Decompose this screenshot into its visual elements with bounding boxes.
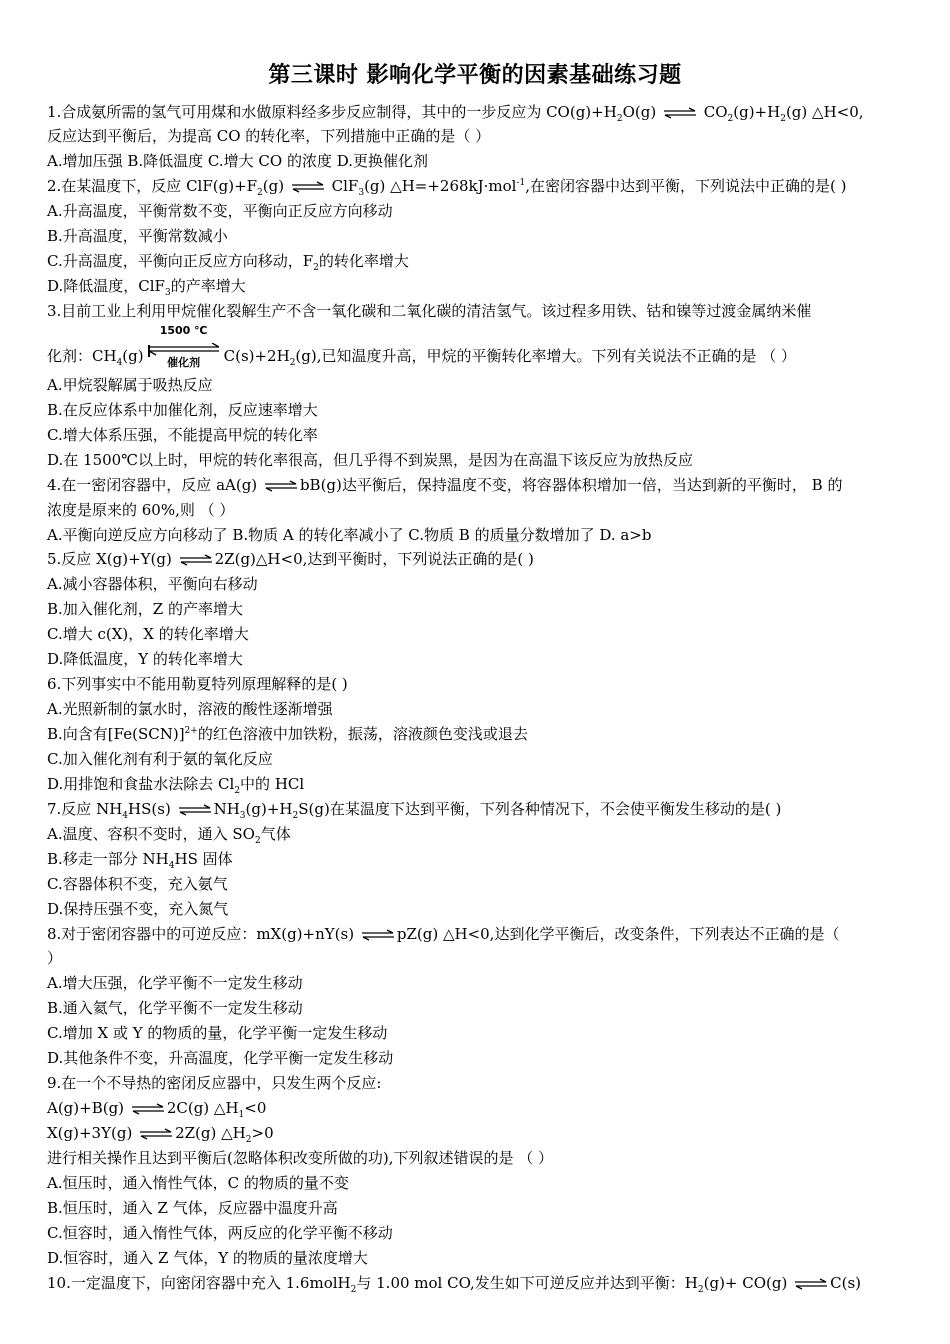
q6-option-c: C.加入催化剂有利于氨的氧化反应: [47, 750, 273, 768]
q1-line1: 1.合成氨所需的氢气可用煤和水做原料经多步反应制得，其中的一步反应为 $CO(g)+H_2O(g)$ $CO_2(g)+H_2(g)$ △H<0,: [47, 103, 864, 124]
equilibrium-arrow-icon: [361, 929, 395, 941]
q4-options: A.平衡向逆反应方向移动了 B.物质 A 的转化率减小了 C.物质 B 的质量分数增加了 D. a>b: [47, 526, 652, 544]
q5-option-d: D.降低温度，Y 的转化率增大: [47, 650, 243, 668]
q6-option-b: B.向含有$[Fe(SCN)]^{2+}$的红色溶液中加铁粉，振荡，溶液颜色变浅或退去: [47, 725, 528, 743]
q3-option-a: A.甲烷裂解属于吸热反应: [47, 376, 213, 394]
q6-option-d: D.用排饱和食盐水法除去 $Cl_2$中的 HCl: [47, 775, 305, 796]
catalyst-condition-arrow: 1500 ℃ 催化剂: [147, 347, 221, 367]
q8-line2: ）: [47, 949, 63, 967]
q9-option-b: B.恒压时，通入 Z 气体，反应器中温度升高: [47, 1199, 338, 1217]
q8-option-c: C.增加 X 或 Y 的物质的量，化学平衡一定发生移动: [47, 1024, 388, 1042]
equilibrium-arrow-icon: [663, 107, 697, 119]
q3-option-d: D.在 1500℃以上时，甲烷的转化率很高，但几乎得不到炭黑，是因为在高温下该反应为放热反应: [47, 451, 693, 469]
equilibrium-arrow-icon: [131, 1103, 165, 1115]
q3-option-b: B.在反应体系中加催化剂，反应速率增大: [47, 401, 318, 419]
q10-line1: 10.一定温度下，向密闭容器中充入 1.6molH$_2$与 1.00 mol CO,发生如下可逆反应并达到平衡：$H_2(g)+ CO(g)$ C(s): [47, 1274, 862, 1295]
q7-option-c: C.容器体积不变，充入氨气: [47, 875, 228, 893]
equilibrium-arrow-icon: [291, 181, 325, 193]
q7-line1: 7.反应 $NH_4HS(s)$ $NH_3(g)+H_2S(g)$在某温度下达到平衡，下列各种情况下，不会使平衡发生移动的是( ): [47, 800, 782, 821]
q7-option-b: B.移走一部分 $NH_4HS$ 固体: [47, 850, 233, 871]
q2-option-b: B.升高温度，平衡常数减小: [47, 227, 228, 245]
q5-option-b: B.加入催化剂，Z 的产率增大: [47, 600, 243, 618]
q4-line2: 浓度是原来的 60%,则 （ ）: [47, 501, 235, 519]
q6-line1: 6.下列事实中不能用勒夏特列原理解释的是( ): [47, 675, 348, 693]
q2-option-c: C.升高温度，平衡向正反应方向移动，$F_2$的转化率增大: [47, 252, 409, 273]
q9-option-c: C.恒容时，通入惰性气体，两反应的化学平衡不移动: [47, 1224, 393, 1242]
page-title: 第三课时 影响化学平衡的因素基础练习题: [268, 63, 682, 88]
q2-line1: 2.在某温度下，反应 $ClF(g)+F_2(g)$ ClF$_3$(g) △H=+268kJ·mol$^{-1}$,在密闭容器中达到平衡，下列说法中正确的是( ): [47, 177, 847, 198]
q8-line1: 8.对于密闭容器中的可逆反应：mX(g)+nY(s) pZ(g) △H<0,达到化学平衡后，改变条件，下列表达不正确的是（: [47, 925, 840, 943]
q9-reaction-1: A(g)+B(g) 2C(g) $\triangle H_1<0$: [47, 1099, 267, 1120]
q8-option-d: D.其他条件不变，升高温度，化学平衡一定发生移动: [47, 1049, 394, 1067]
equilibrium-arrow-icon: [178, 804, 212, 816]
q9-option-a: A.恒压时，通入惰性气体，C 的物质的量不变: [47, 1174, 349, 1192]
q4-line1: 4.在一密闭容器中，反应 aA(g) bB(g)达平衡后，保持温度不变，将容器体积增加一倍，当达到新的平衡时， B 的: [47, 476, 843, 494]
q5-option-c: C.增大 c(X)，X 的转化率增大: [47, 625, 249, 643]
q5-option-a: A.减小容器体积，平衡向右移动: [47, 575, 258, 593]
q3-option-c: C.增大体系压强，不能提高甲烷的转化率: [47, 426, 318, 444]
equilibrium-arrow-icon: [264, 480, 298, 492]
q1-options: A.增加压强 B.降低温度 C.增大 CO 的浓度 D.更换催化剂: [47, 152, 428, 170]
q9-line1: 9.在一个不导热的密闭反应器中，只发生两个反应:: [47, 1074, 382, 1092]
q3-line2: 化剂：$CH_4(g)$ 1500 ℃ 催化剂 $C(s)+2H_2(g)$,已知温度升高，甲烷的平衡转化率增大。下列有关说法不正确的是 （ ）: [47, 324, 797, 369]
equilibrium-arrow-icon: [794, 1278, 828, 1290]
q8-option-b: B.通入氦气，化学平衡不一定发生移动: [47, 999, 303, 1017]
q7-option-d: D.保持压强不变，充入氮气: [47, 900, 229, 918]
q9-line4: 进行相关操作且达到平衡后(忽略体积改变所做的功),下列叙述错误的是 （ ）: [47, 1149, 554, 1167]
q9-option-d: D.恒容时，通入 Z 气体，Y 的物质的量浓度增大: [47, 1249, 368, 1267]
q3-line1: 3.目前工业上利用甲烷催化裂解生产不含一氧化碳和二氧化碳的清洁氢气。该过程多用铁、钴和镍等过渡金属纳米催: [47, 302, 812, 320]
q9-reaction-2: X(g)+3Y(g) 2Z(g) $\triangle H_2>0$: [47, 1124, 274, 1145]
q5-line1: 5.反应 X(g)+Y(g) 2Z(g)△H<0,达到平衡时，下列说法正确的是( ): [47, 550, 534, 568]
q7-option-a: A.温度、容积不变时，通入 $SO_2$气体: [47, 825, 291, 846]
equilibrium-arrow-icon: [139, 1128, 173, 1140]
q6-option-a: A.光照新制的氯水时，溶液的酸性逐渐增强: [47, 700, 333, 718]
q1-line2: 反应达到平衡后，为提高 CO 的转化率，下列措施中正确的是（ ）: [47, 127, 491, 145]
q2-option-d: D.降低温度，ClF$_3$的产率增大: [47, 277, 246, 298]
q2-option-a: A.升高温度，平衡常数不变，平衡向正反应方向移动: [47, 202, 393, 220]
equilibrium-arrow-icon: [179, 554, 213, 566]
q8-option-a: A.增大压强，化学平衡不一定发生移动: [47, 974, 303, 992]
